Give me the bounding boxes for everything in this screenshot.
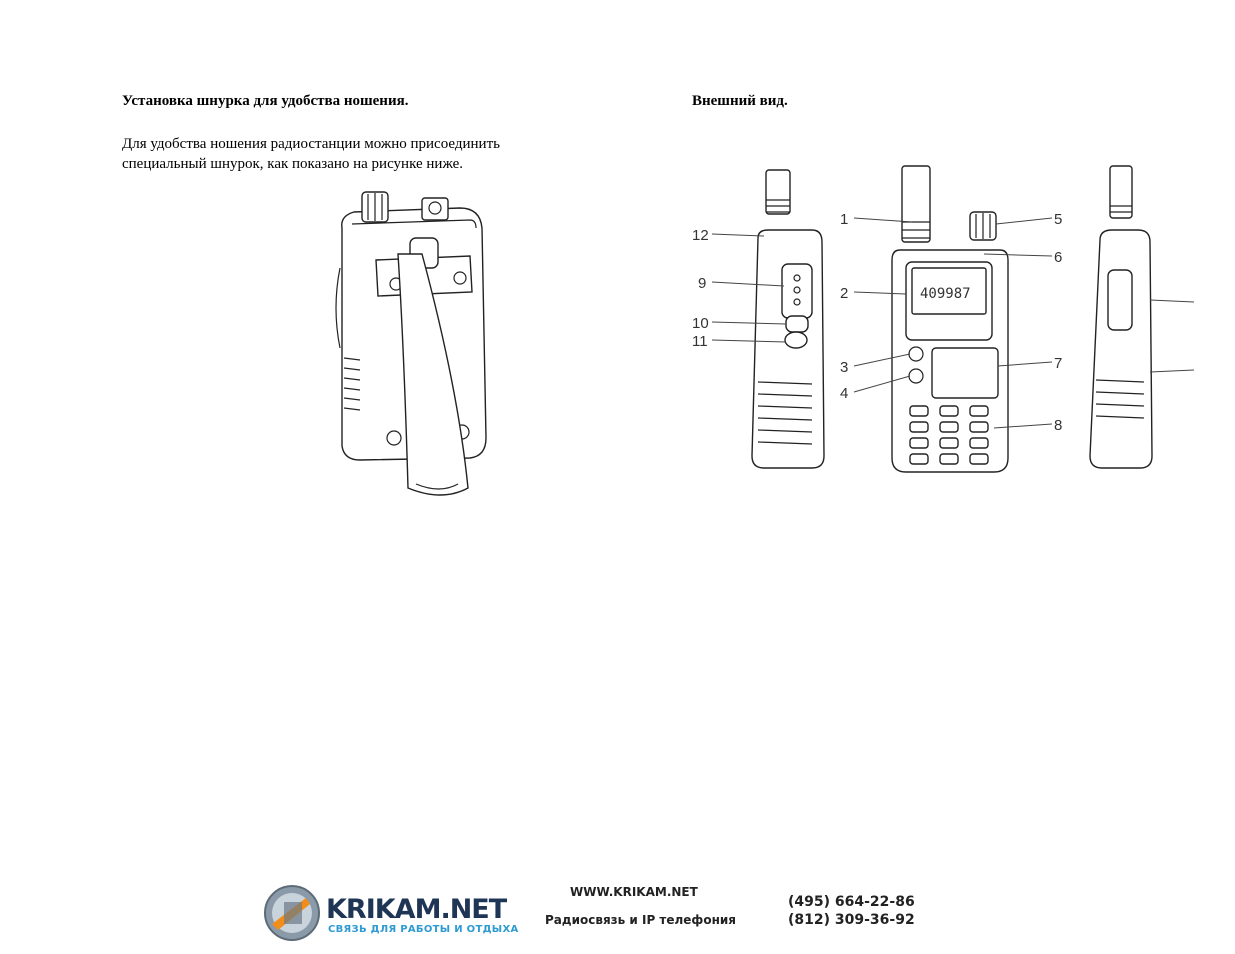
callout-9: 9 [698,275,707,292]
radio-front-view [892,166,1008,472]
callout-6: 6 [1054,249,1063,266]
paragraph-line-2: специальный шнурок, как показано на рисунке ниже. [122,156,464,172]
leader-12 [712,234,764,236]
callout-1: 1 [840,211,849,228]
callout-4: 4 [840,385,849,402]
lanyard-illustration [330,188,490,500]
radio-appearance-diagram [688,160,1194,480]
footer-service: Радиосвязь и IP телефония [545,913,736,927]
krikam-logo-emblem [262,884,324,942]
callout-10: 10 [692,315,709,332]
callout-12: 12 [692,227,709,244]
callout-5: 5 [1054,211,1063,228]
footer-phone-msk: (495) 664-22-86 [788,894,915,910]
footer-website[interactable]: WWW.KRIKAM.NET [570,885,698,899]
appearance-heading: Внешний вид. [692,93,788,109]
callout-11: 11 [692,333,708,350]
lanyard-heading: Установка шнурка для удобства ношения. [122,93,409,109]
callout-3: 3 [840,359,849,376]
lanyard-paragraph [122,134,500,174]
paragraph-line-1: Для удобства ношения радиостанции можно присоединить [122,136,500,152]
radio-side-view-left [752,170,824,468]
footer-phone-spb: (812) 309-36-92 [788,912,915,928]
callout-7: 7 [1054,355,1063,372]
krikam-logo-slogan: СВЯЗЬ ДЛЯ РАБОТЫ И ОТДЫХА [328,924,519,935]
radio-side-view-right [1090,166,1194,468]
callout-2: 2 [840,285,849,302]
svg-text:409987: 409987 [920,286,971,302]
leader-5 [996,218,1052,224]
krikam-logo-brand: KRIKAM.NET [326,894,507,925]
callout-8: 8 [1054,417,1063,434]
